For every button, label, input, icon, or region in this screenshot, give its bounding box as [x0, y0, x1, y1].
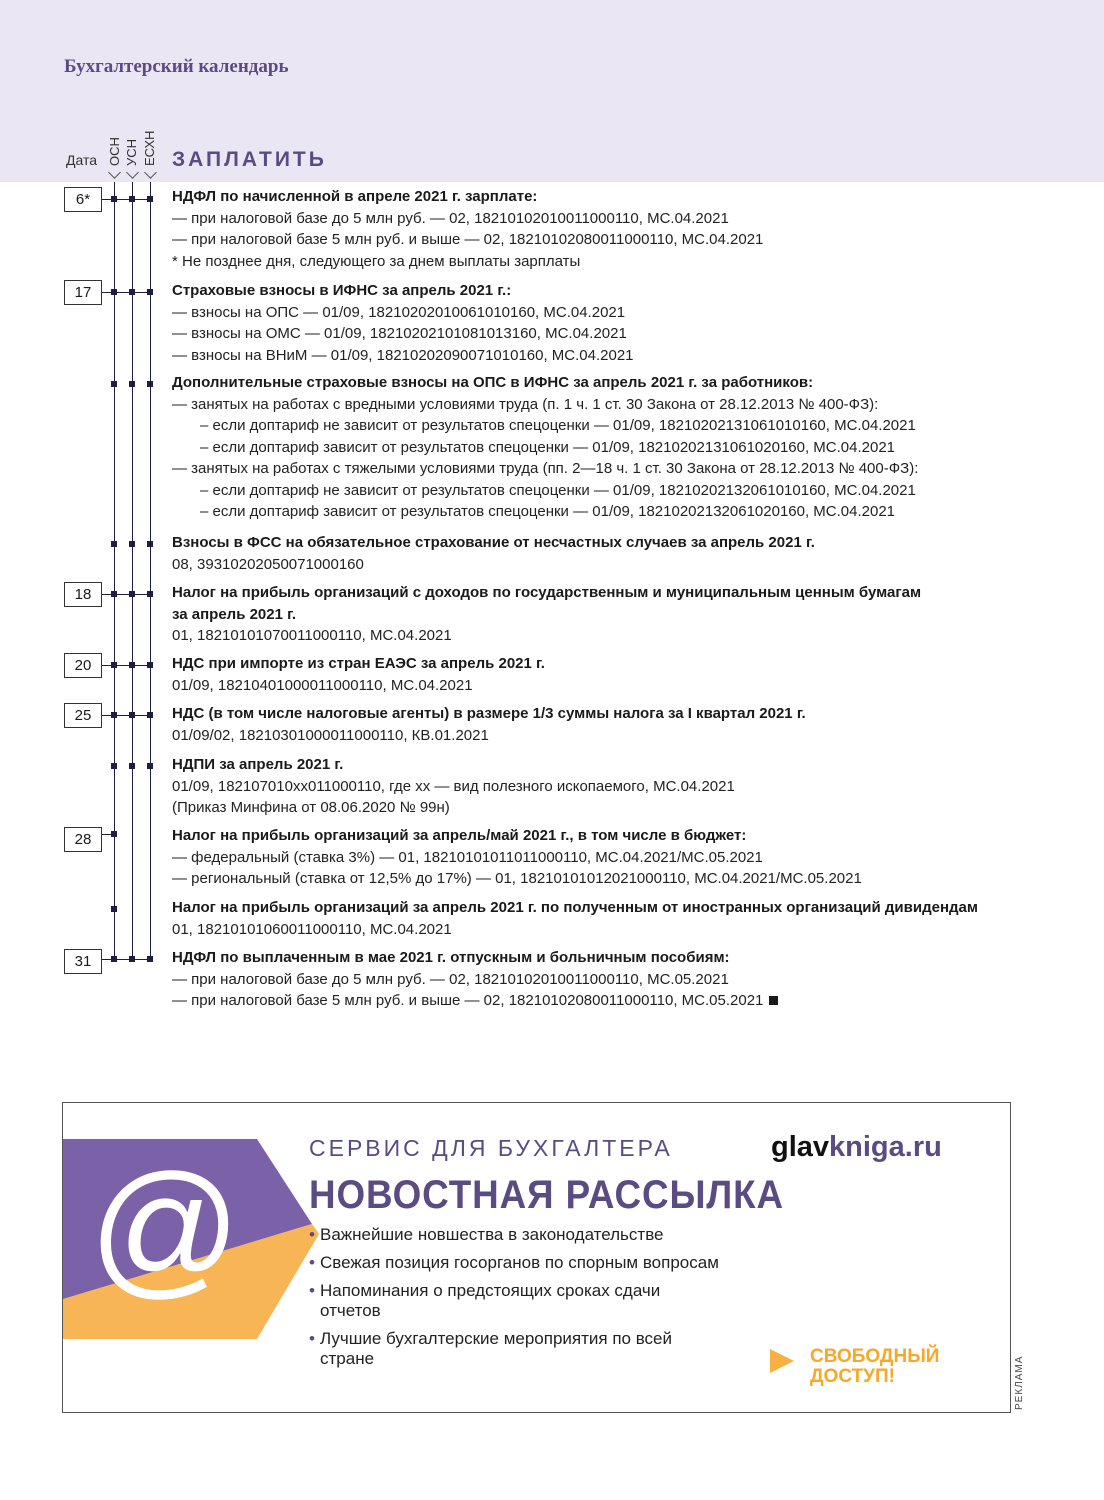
timeline-osn [114, 182, 115, 960]
column-eshn: ЕСХН [142, 130, 157, 166]
entry-fss [172, 532, 815, 575]
entry-title: НДС при импорте из стран ЕАЭС за апрель 2021 г. [172, 655, 545, 672]
marker-eshn [147, 381, 153, 387]
date-box: 20 [64, 653, 102, 678]
marker-eshn [147, 956, 153, 962]
marker-osn [111, 541, 117, 547]
entry-title: Страховые взносы в ИФНС за апрель 2021 г.: [172, 282, 512, 299]
entry-line: 01/09, 182107010xx011000110, где хх — вид полезного ископаемого, МС.04.2021 [172, 777, 735, 795]
entry-line: — при налоговой базе до 5 млн руб. — 02, 18210102010011000110, МС.05.2021 [172, 970, 729, 988]
ad-site-part: glav [771, 1131, 830, 1163]
row-connector [100, 959, 150, 960]
marker-usn [129, 662, 135, 668]
entry-title: Налог на прибыль организаций за апрель/май 2021 г., в том числе в бюджет: [172, 827, 747, 844]
at-sign-icon [62, 1129, 347, 1359]
section-title: ЗАПЛАТИТЬ [172, 148, 327, 171]
date-box: 28 [64, 827, 102, 852]
entry-title: Дополнительные страховые взносы на ОПС в ИФНС за апрель 2021 г. за работников: [172, 374, 814, 391]
entry-vat-quarter [172, 703, 806, 746]
entry-title: за апрель 2021 г. [172, 605, 297, 623]
row-connector [100, 199, 150, 200]
entry-additional-ops [172, 372, 918, 523]
free-access-text [810, 1347, 939, 1387]
entry-insurance-ifns [172, 280, 634, 366]
entry-line: — занятых на работах с вредными условиями труда (п. 1 ч. 1 ст. 30 Закона от 28.12.2013 № 400-ФЗ): [172, 395, 879, 413]
marker-usn [129, 956, 135, 962]
entry-line: — взносы на ОПС — 01/09, 18210202010061010160, МС.04.2021 [172, 303, 626, 321]
ad-service-label: СЕРВИС ДЛЯ БУХГАЛТЕРА [309, 1135, 673, 1161]
column-osn: ОСН [107, 137, 122, 166]
entry-line-text: — при налоговой базе 5 млн руб. и выше — 02, 18210102080011000110, МС.05.2021 [172, 992, 764, 1009]
marker-usn [129, 541, 135, 547]
entry-line: — федеральный (ставка 3%) — 01, 18210101011011000110, МС.04.2021/МС.05.2021 [172, 848, 763, 866]
entry-line: 01, 18210101070011000110, МС.04.2021 [172, 627, 452, 644]
page-title: Бухгалтерский календарь [64, 56, 289, 77]
marker-eshn [147, 591, 153, 597]
column-usn: УСН [124, 138, 139, 166]
marker-usn [129, 289, 135, 295]
arrow-right-icon [770, 1349, 794, 1373]
timeline-usn [132, 182, 133, 960]
entry-line: — занятых на работах с тяжелыми условиями труда (пп. 2—18 ч. 1 ст. 30 Закона от 28.12.2013 № 400-ФЗ): [172, 460, 919, 477]
list-item: • Лучшие бухгалтерские мероприятия по всей стране [309, 1329, 719, 1369]
ad-banner[interactable] [62, 1102, 1011, 1413]
entry-vat-import [172, 653, 545, 696]
marker-osn [111, 763, 117, 769]
header-band [0, 0, 1104, 182]
entry-line: 08, 39310202050071000160 [172, 555, 364, 573]
row-connector [100, 292, 150, 293]
entry-profit-securities [172, 582, 921, 647]
list-item: • Важнейшие новшества в законодательстве [309, 1225, 719, 1245]
marker-osn [111, 591, 117, 597]
marker-osn [111, 196, 117, 202]
entry-ndpi [172, 754, 735, 819]
entry-ndfl-april [172, 186, 763, 272]
entry-line: 01, 18210101060011000110, МС.04.2021 [172, 920, 452, 938]
entry-line: — взносы на ВНиМ — 01/09, 18210202090071010160, МС.04.2021 [172, 346, 634, 364]
entry-profit-dividends [172, 897, 978, 940]
marker-eshn [147, 712, 153, 718]
entry-line: — при налоговой базе до 5 млн руб. — 02, 18210102010011000110, МС.04.2021 [172, 209, 729, 227]
entry-title: Взносы в ФСС на обязательное страхование от несчастных случаев за апрель 2021 г. [172, 534, 815, 551]
ad-site-link[interactable] [771, 1131, 942, 1164]
entry-line: — региональный (ставка от 12,5% до 17%) — 01, 18210101012021000110, МС.04.2021/МС.05.2021 [172, 870, 862, 887]
marker-usn [129, 712, 135, 718]
entry-title: НДФЛ по начисленной в апреле 2021 г. зарплате: [172, 188, 538, 205]
marker-usn [129, 196, 135, 202]
marker-osn [111, 831, 117, 837]
entry-line: – если доптариф не зависит от результатов спецоценки — 01/09, 18210202132061010160, МС.04.2021 [200, 481, 916, 499]
row-connector [100, 665, 150, 666]
at-symbol: @ [88, 1143, 242, 1311]
list-item: • Свежая позиция госорганов по спорным вопросам [309, 1253, 719, 1273]
entry-note: * Не позднее дня, следующего за днем выплаты зарплаты [172, 252, 581, 270]
entry-title: НДС (в том числе налоговые агенты) в размере 1/3 суммы налога за I квартал 2021 г. [172, 705, 806, 722]
entry-line: — взносы на ОМС — 01/09, 18210202101081013160, МС.04.2021 [172, 325, 627, 342]
marker-usn [129, 591, 135, 597]
ad-disclaimer: РЕКЛАМА [1014, 1355, 1025, 1410]
marker-osn [111, 289, 117, 295]
entry-title: Налог на прибыль организаций за апрель 2021 г. по полученным от иностранных организаций дивидендам [172, 899, 978, 916]
ad-bullets [309, 1225, 719, 1377]
entry-line: 01/09/02, 18210301000011000110, КВ.01.2021 [172, 726, 489, 744]
timeline-eshn [150, 182, 151, 960]
marker-osn [111, 712, 117, 718]
end-mark-icon [769, 996, 778, 1005]
row-connector [100, 594, 150, 595]
entry-line: — при налоговой базе 5 млн руб. и выше — 02, 18210102080011000110, МС.04.2021 [172, 231, 764, 248]
date-box: 6* [64, 187, 102, 212]
marker-osn [111, 906, 117, 912]
marker-osn [111, 381, 117, 387]
entry-line [172, 990, 778, 1012]
entry-profit-budget [172, 825, 862, 890]
entry-title: НДПИ за апрель 2021 г. [172, 756, 344, 773]
entry-line: – если доптариф зависит от результатов спецоценки — 01/09, 18210202132061020160, МС.04.2021 [200, 503, 896, 520]
free-access-line: ДОСТУП! [810, 1366, 895, 1387]
entry-line: – если доптариф зависит от результатов спецоценки — 01/09, 18210202131061020160, МС.04.2021 [200, 438, 896, 456]
date-box: 31 [64, 949, 102, 974]
date-box: 25 [64, 703, 102, 728]
marker-osn [111, 662, 117, 668]
date-box: 18 [64, 582, 102, 607]
marker-usn [129, 381, 135, 387]
entry-title: НДФЛ по выплаченным в мае 2021 г. отпускным и больничным пособиям: [172, 949, 730, 966]
entry-line: 01/09, 18210401000011000110, МС.04.2021 [172, 676, 473, 694]
column-date: Дата [66, 152, 98, 168]
marker-eshn [147, 662, 153, 668]
entry-line: – если доптариф не зависит от результатов спецоценки — 01/09, 18210202131061010160, МС.04.2021 [200, 417, 916, 434]
list-item: • Напоминания о предстоящих сроках сдачи отчетов [309, 1281, 719, 1321]
row-connector [100, 715, 150, 716]
entry-ndfl-may [172, 947, 778, 1012]
ad-site-part: kniga.ru [829, 1131, 942, 1163]
date-box: 17 [64, 280, 102, 305]
marker-eshn [147, 763, 153, 769]
marker-eshn [147, 541, 153, 547]
marker-osn [111, 956, 117, 962]
ad-headline: НОВОСТНАЯ РАССЫЛКА [309, 1173, 785, 1217]
marker-usn [129, 763, 135, 769]
marker-eshn [147, 196, 153, 202]
entry-title: Налог на прибыль организаций с доходов по государственным и муниципальным ценным бумагам [172, 584, 922, 601]
entry-line: (Приказ Минфина от 08.06.2020 № 99н) [172, 799, 450, 816]
free-access-line: СВОБОДНЫЙ [810, 1346, 940, 1367]
marker-eshn [147, 289, 153, 295]
